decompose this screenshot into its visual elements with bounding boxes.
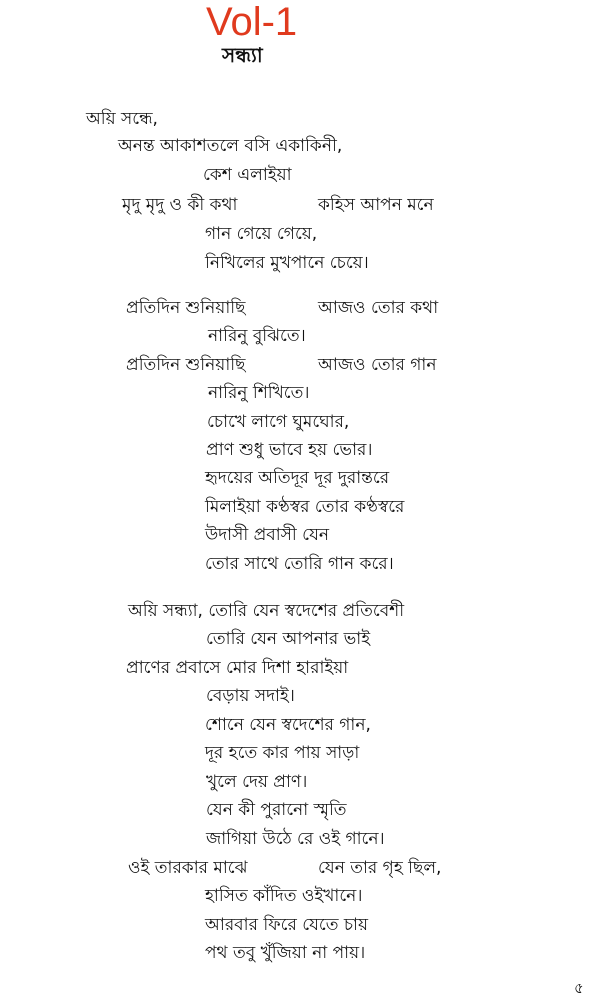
poem-line: কহিস আপন মনে	[318, 195, 434, 215]
poem-line: নারিনু বুঝিতে।	[208, 326, 306, 346]
poem-line: মিলাইয়া কণ্ঠস্বর তোর কণ্ঠস্বরে	[205, 497, 405, 517]
poem-line: মৃদু মৃদু ও কী কথা	[122, 195, 238, 215]
volume-label: Vol-1	[206, 0, 298, 44]
poem-line: যেন কী পুরানো স্মৃতি	[206, 800, 347, 820]
poem-line: তোরি যেন আপনার ভাই	[206, 629, 371, 649]
poem-line: আজও তোর গান	[318, 355, 437, 375]
poem-line: প্রতিদিন শুনিয়াছি	[126, 298, 246, 318]
poem-line: প্রতিদিন শুনিয়াছি	[126, 355, 246, 375]
page-number: ৫	[574, 979, 584, 997]
poem-line: প্রাণ শুধু ভাবে হয় ভোর।	[206, 440, 373, 460]
poem-line: অয়ি সন্ধে,	[86, 109, 158, 129]
poem-line: হৃদয়ের অতিদূর দূর দুরান্তরে	[205, 468, 390, 488]
poem-line: আরবার ফিরে যেতে চায়	[205, 915, 368, 935]
poem-line: ওই তারকার মাঝে	[128, 858, 248, 878]
poem-line: যেন তার গৃহ ছিল,	[318, 858, 442, 878]
poem-line: অনন্ত আকাশতলে বসি একাকিনী,	[118, 136, 343, 156]
poem-line: দূর হতে কার পায় সাড়া	[205, 743, 360, 763]
poem-line: প্রাণের প্রবাসে মোর দিশা হারাইয়া	[126, 658, 349, 678]
poem-line: নিখিলের মুখপানে চেয়ে।	[205, 253, 369, 273]
poem-line: হাসিত কাঁদিত ওইখানে।	[205, 886, 363, 906]
poem-line: তোর সাথে তোরি গান করে।	[205, 554, 394, 574]
poem-title: সন্ধ্যা	[222, 43, 263, 67]
poem-line: শোনে যেন স্বদেশের গান,	[205, 715, 371, 735]
poem-line: নারিনু শিখিতে।	[208, 383, 310, 403]
poem-line: জাগিয়া উঠে রে ওই গানে।	[206, 829, 385, 849]
poem-line: উদাসী প্রবাসী যেন	[205, 525, 330, 545]
poem-line: আজও তোর কথা	[318, 298, 439, 318]
poem-line: বেড়ায় সদাই।	[206, 686, 295, 706]
poem-line: পথ তবু খুঁজিয়া না পায়।	[205, 943, 366, 963]
poem-line: খুলে দেয় প্রাণ।	[206, 772, 308, 792]
poem-line: অয়ি সন্ধ্যা, তোরি যেন স্বদেশের প্রতিবেশী	[128, 601, 405, 621]
poem-line: গান গেয়ে গেয়ে,	[205, 224, 318, 244]
poem-line: চোখে লাগে ঘুমঘোর,	[207, 412, 350, 432]
poem-line: কেশ এলাইয়া	[203, 165, 292, 185]
